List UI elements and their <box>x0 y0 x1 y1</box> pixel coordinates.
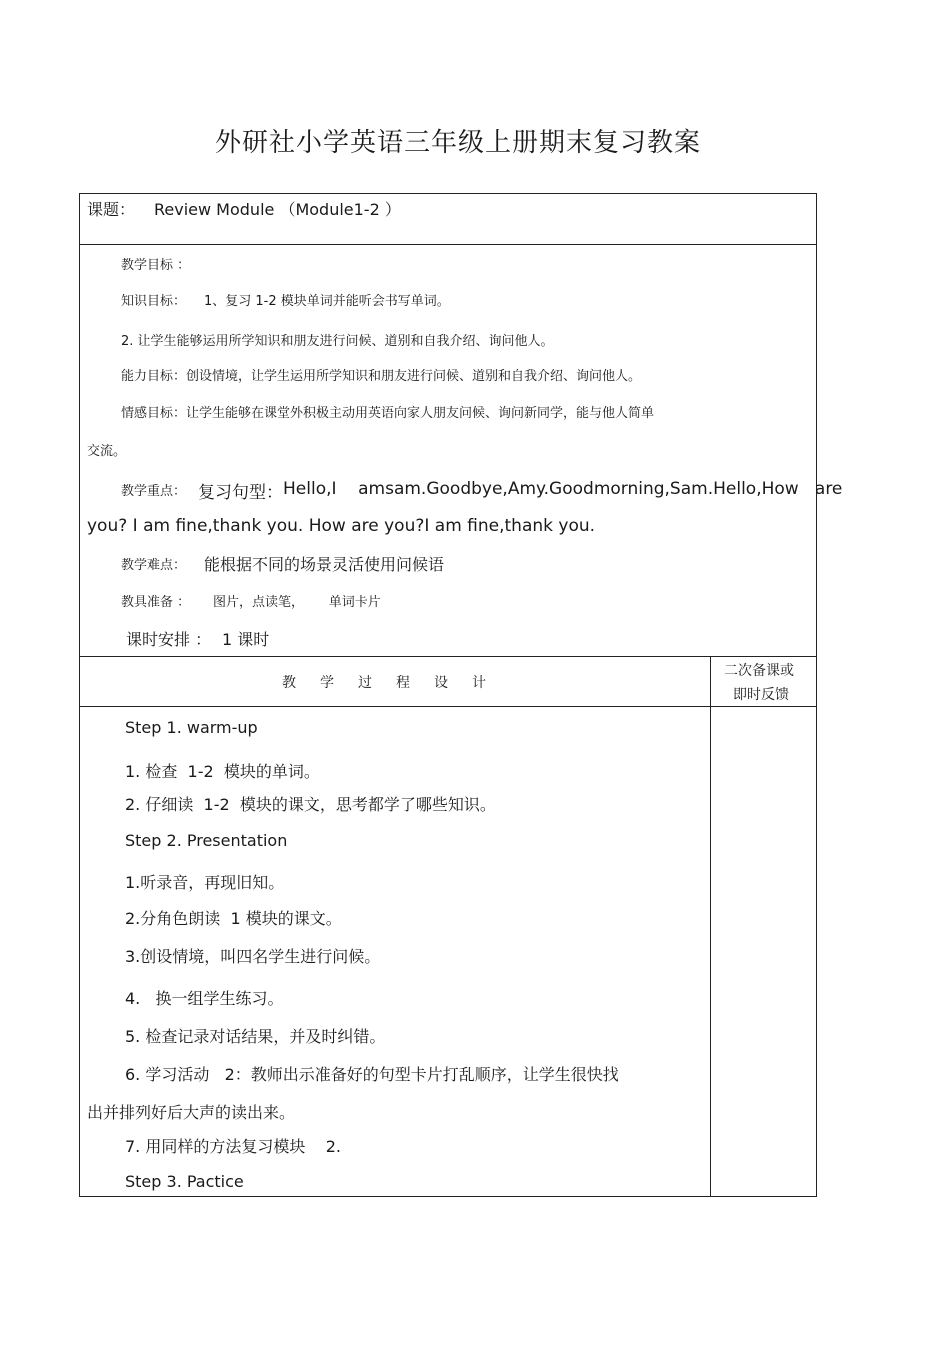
knowledge-label: 知识目标： <box>121 294 187 309</box>
page-title: 外研社小学英语三年级上册期末复习教案 <box>214 128 701 158</box>
step-line: Step 3. Pactice <box>125 1172 244 1191</box>
step-line: 6. 学习活动 2：教师出示准备好的句型卡片打乱顺序，让学生很快找 <box>125 1065 619 1084</box>
schedule-value: 1 课时 <box>222 630 270 649</box>
step-line: 1.听录音，再现旧知。 <box>125 873 285 892</box>
key-points-line2: you? I am fine,thank you. How are you?I am fine,thank you. <box>87 516 596 536</box>
tools-value: 图片，点读笔， 单词卡片 <box>213 595 381 610</box>
feedback-header-line2: 即时反馈 <box>733 687 789 703</box>
process-header: 教学过程设计 <box>282 675 510 691</box>
objectives-heading: 教学目标 ： <box>121 258 191 273</box>
difficulty-label: 教学难点： <box>121 558 187 573</box>
step-line: 4. 换一组学生练习。 <box>125 989 284 1008</box>
row-divider-topic <box>79 244 817 245</box>
emotion-objective-line2: 交流。 <box>87 444 127 459</box>
row-divider-header <box>79 656 817 657</box>
key-points-label: 教学重点： <box>121 484 187 499</box>
step-line: 2.分角色朗读 1 模块的课文。 <box>125 909 342 928</box>
tools-label: 教具准备 ： <box>121 595 191 610</box>
step-line: 1. 检查 1-2 模块的单词。 <box>125 762 320 781</box>
difficulty-value: 能根据不同的场景灵活使用问候语 <box>204 555 445 574</box>
step-line: Step 2. Presentation <box>125 831 288 850</box>
topic-label: 课题： <box>87 200 136 219</box>
key-points-prefix: 复习句型： <box>198 483 283 503</box>
step-line: 7. 用同样的方法复习模块 2. <box>125 1137 341 1156</box>
emotion-objective-line1: 情感目标：让学生能够在课堂外积极主动用英语向家人朋友问候、询问新同学，能与他人简单 <box>121 406 655 421</box>
step-line: 出并排列好后大声的读出来。 <box>87 1103 296 1122</box>
column-divider-feedback <box>710 656 711 1197</box>
key-points-line1: Hello,I amsam.Goodbye,Amy.Goodmorning,Sam.Hello,How are <box>283 479 843 499</box>
knowledge-item-1: 1、复习 1-2 模块单词并能听会书写单词。 <box>204 294 450 309</box>
knowledge-item-2: 2. 让学生能够运用所学知识和朋友进行问候、道别和自我介绍、询问他人。 <box>121 334 554 349</box>
step-line: 2. 仔细读 1-2 模块的课文，思考都学了哪些知识。 <box>125 795 496 814</box>
topic-value: Review Module （Module1-2 ） <box>154 200 401 219</box>
ability-objective: 能力目标：创设情境，让学生运用所学知识和朋友进行问候、道别和自我介绍、询问他人。 <box>121 369 642 384</box>
row-divider-body <box>79 706 817 707</box>
step-line: Step 1. warm-up <box>125 718 258 737</box>
step-line: 3.创设情境，叫四名学生进行问候。 <box>125 947 381 966</box>
feedback-header-line1: 二次备课或 <box>724 663 794 679</box>
schedule-label: 课时安排 ： <box>126 630 212 649</box>
step-line: 5. 检查记录对话结果，并及时纠错。 <box>125 1027 386 1046</box>
